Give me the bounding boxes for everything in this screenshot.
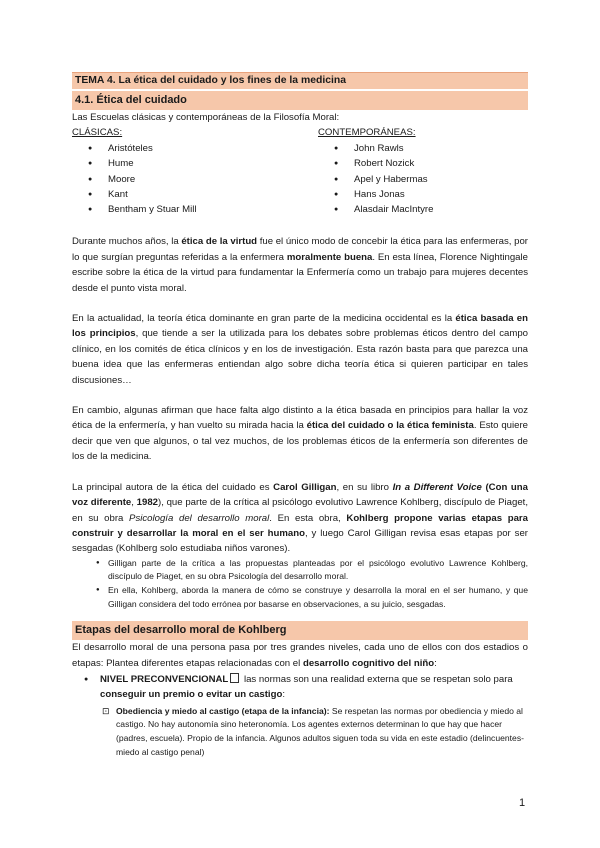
contemporary-column [318,125,433,217]
list-item: ● Bentham y Stuar Mill [72,202,197,217]
classic-title: CLÁSICAS: [72,127,123,139]
list-item: ● John Rawls [318,141,433,156]
arrow-box-icon [230,673,239,683]
level-preconventional: ● NIVEL PRECONVENCIONAL las normas son una realidad externa que se respetan solo para conseguir un premio o evitar un castigo: [84,673,513,701]
schools-columns [72,125,528,219]
classic-column [72,125,197,217]
gilligan-bullets [72,557,528,611]
contemporary-title: CONTEMPORÁNEAS: [318,127,416,139]
paragraph-principles-ethics: En la actualidad, la teoría ética dominante en gran parte de la medicina occidental es la ética basada en los principios, que tiende a ser la utilizada para los debates sobre problemas éticos dentro del campo clínico, en los comités de ética clínicos y en los de investigación. Esta razón basta para que parezca una buena idea que las enfermeras entiendan algo sobre dicha teoría ética si quieren participar en tales discusiones… [72,313,528,386]
paragraph-gilligan: La principal autora de la ética del cuidado es Carol Gilligan, en su libro In a Different Voice (Con una voz diferente, 1982), que parte de la crítica al psicólogo evolutivo Lawrence Kohlberg, discípulo de Piaget, en su obra Psicología del desarrollo moral. En esta obra, Kohlberg propone varias etapas para construir y desarrollar la moral en el ser humano, y luego Carol Gilligan revisa esas etapas por ser sesgadas (Kohlberg solo estudiaba niños varones). [72,481,528,555]
list-item: ● Hume [72,156,197,171]
checkbox-icon: ⊡ [102,705,110,716]
document-page [72,72,528,759]
section-heading: 4.1. Ética del cuidado [72,91,528,110]
list-item: ● Alasdair MacIntyre [318,202,433,217]
intro-line: Las Escuelas clásicas y contemporáneas de la Filosofía Moral: [72,112,340,123]
topic-heading: TEMA 4. La ética del cuidado y los fines de la medicina [72,72,528,89]
paragraph-care-ethics: En cambio, algunas afirman que hace falta algo distinto a la ética basada en principios para hallar la voz ética de la enfermería, y han vuelto su mirada hacia la ética del cuidado o la ética feminista. Esto quiere decir que ven que algunos, o tal vez muchos, de los problemas éticos de la enfermería son diferentes de los de la medicina. [72,405,528,463]
list-item: ● Robert Nozick [318,156,433,171]
list-item: ● Aristóteles [72,141,197,156]
bullet-icon: ● [84,675,89,683]
page-number: 1 [519,797,526,809]
paragraph-virtue-ethics: Durante muchos años, la ética de la virtud fue el único modo de concebir la ética para las enfermeras, por lo que surgían preguntas referidas a la enfermera moralmente buena. En esta línea, Florence Nightingale escribe sobre la ética de la virtud para fundamentar la Enfermería como un trabajo para mujeres decentes desde el punto vista moral. [72,236,528,294]
classic-list [72,141,197,218]
list-item: ● Hans Jonas [318,187,433,202]
list-item: ● Kant [72,187,197,202]
kohlberg-heading: Etapas del desarrollo moral de Kohlberg [72,621,528,640]
list-item: ● Apel y Habermas [318,172,433,187]
list-item: ● Gilligan parte de la crítica a las propuestas planteadas por el psicólogo evolutivo Lawrence Kohlberg, discípulo de Piaget, en su obra Psicología del desarrollo moral. [96,557,528,584]
contemporary-list [318,141,433,218]
paragraph-kohlberg-levels: El desarrollo moral de una persona pasa por tres grandes niveles, cada uno de ellos con dos estadios o etapas: Plantea diferentes etapas relacionadas con el desarrollo cognitivo del niño: [72,642,528,669]
list-item: ● Moore [72,172,197,187]
stage-obedience: ⊡ Obediencia y miedo al castigo (etapa de la infancia): Se respetan las normas por obediencia y miedo al castigo. No hay autonomía sino heteronomía. Los agentes externos determinan lo que hay que hacer (padres, escuela). Propio de la infancia. Algunos adultos siguen toda su vida en este estadio (delincuentes-miedo al castigo penal) [102,705,524,757]
list-item: ● En ella, Kohlberg, aborda la manera de cómo se construye y desarrolla la moral en el ser humano, y que Gilligan considera del todo errónea por basarse en observaciones, a su juicio, sesgadas. [96,584,528,611]
